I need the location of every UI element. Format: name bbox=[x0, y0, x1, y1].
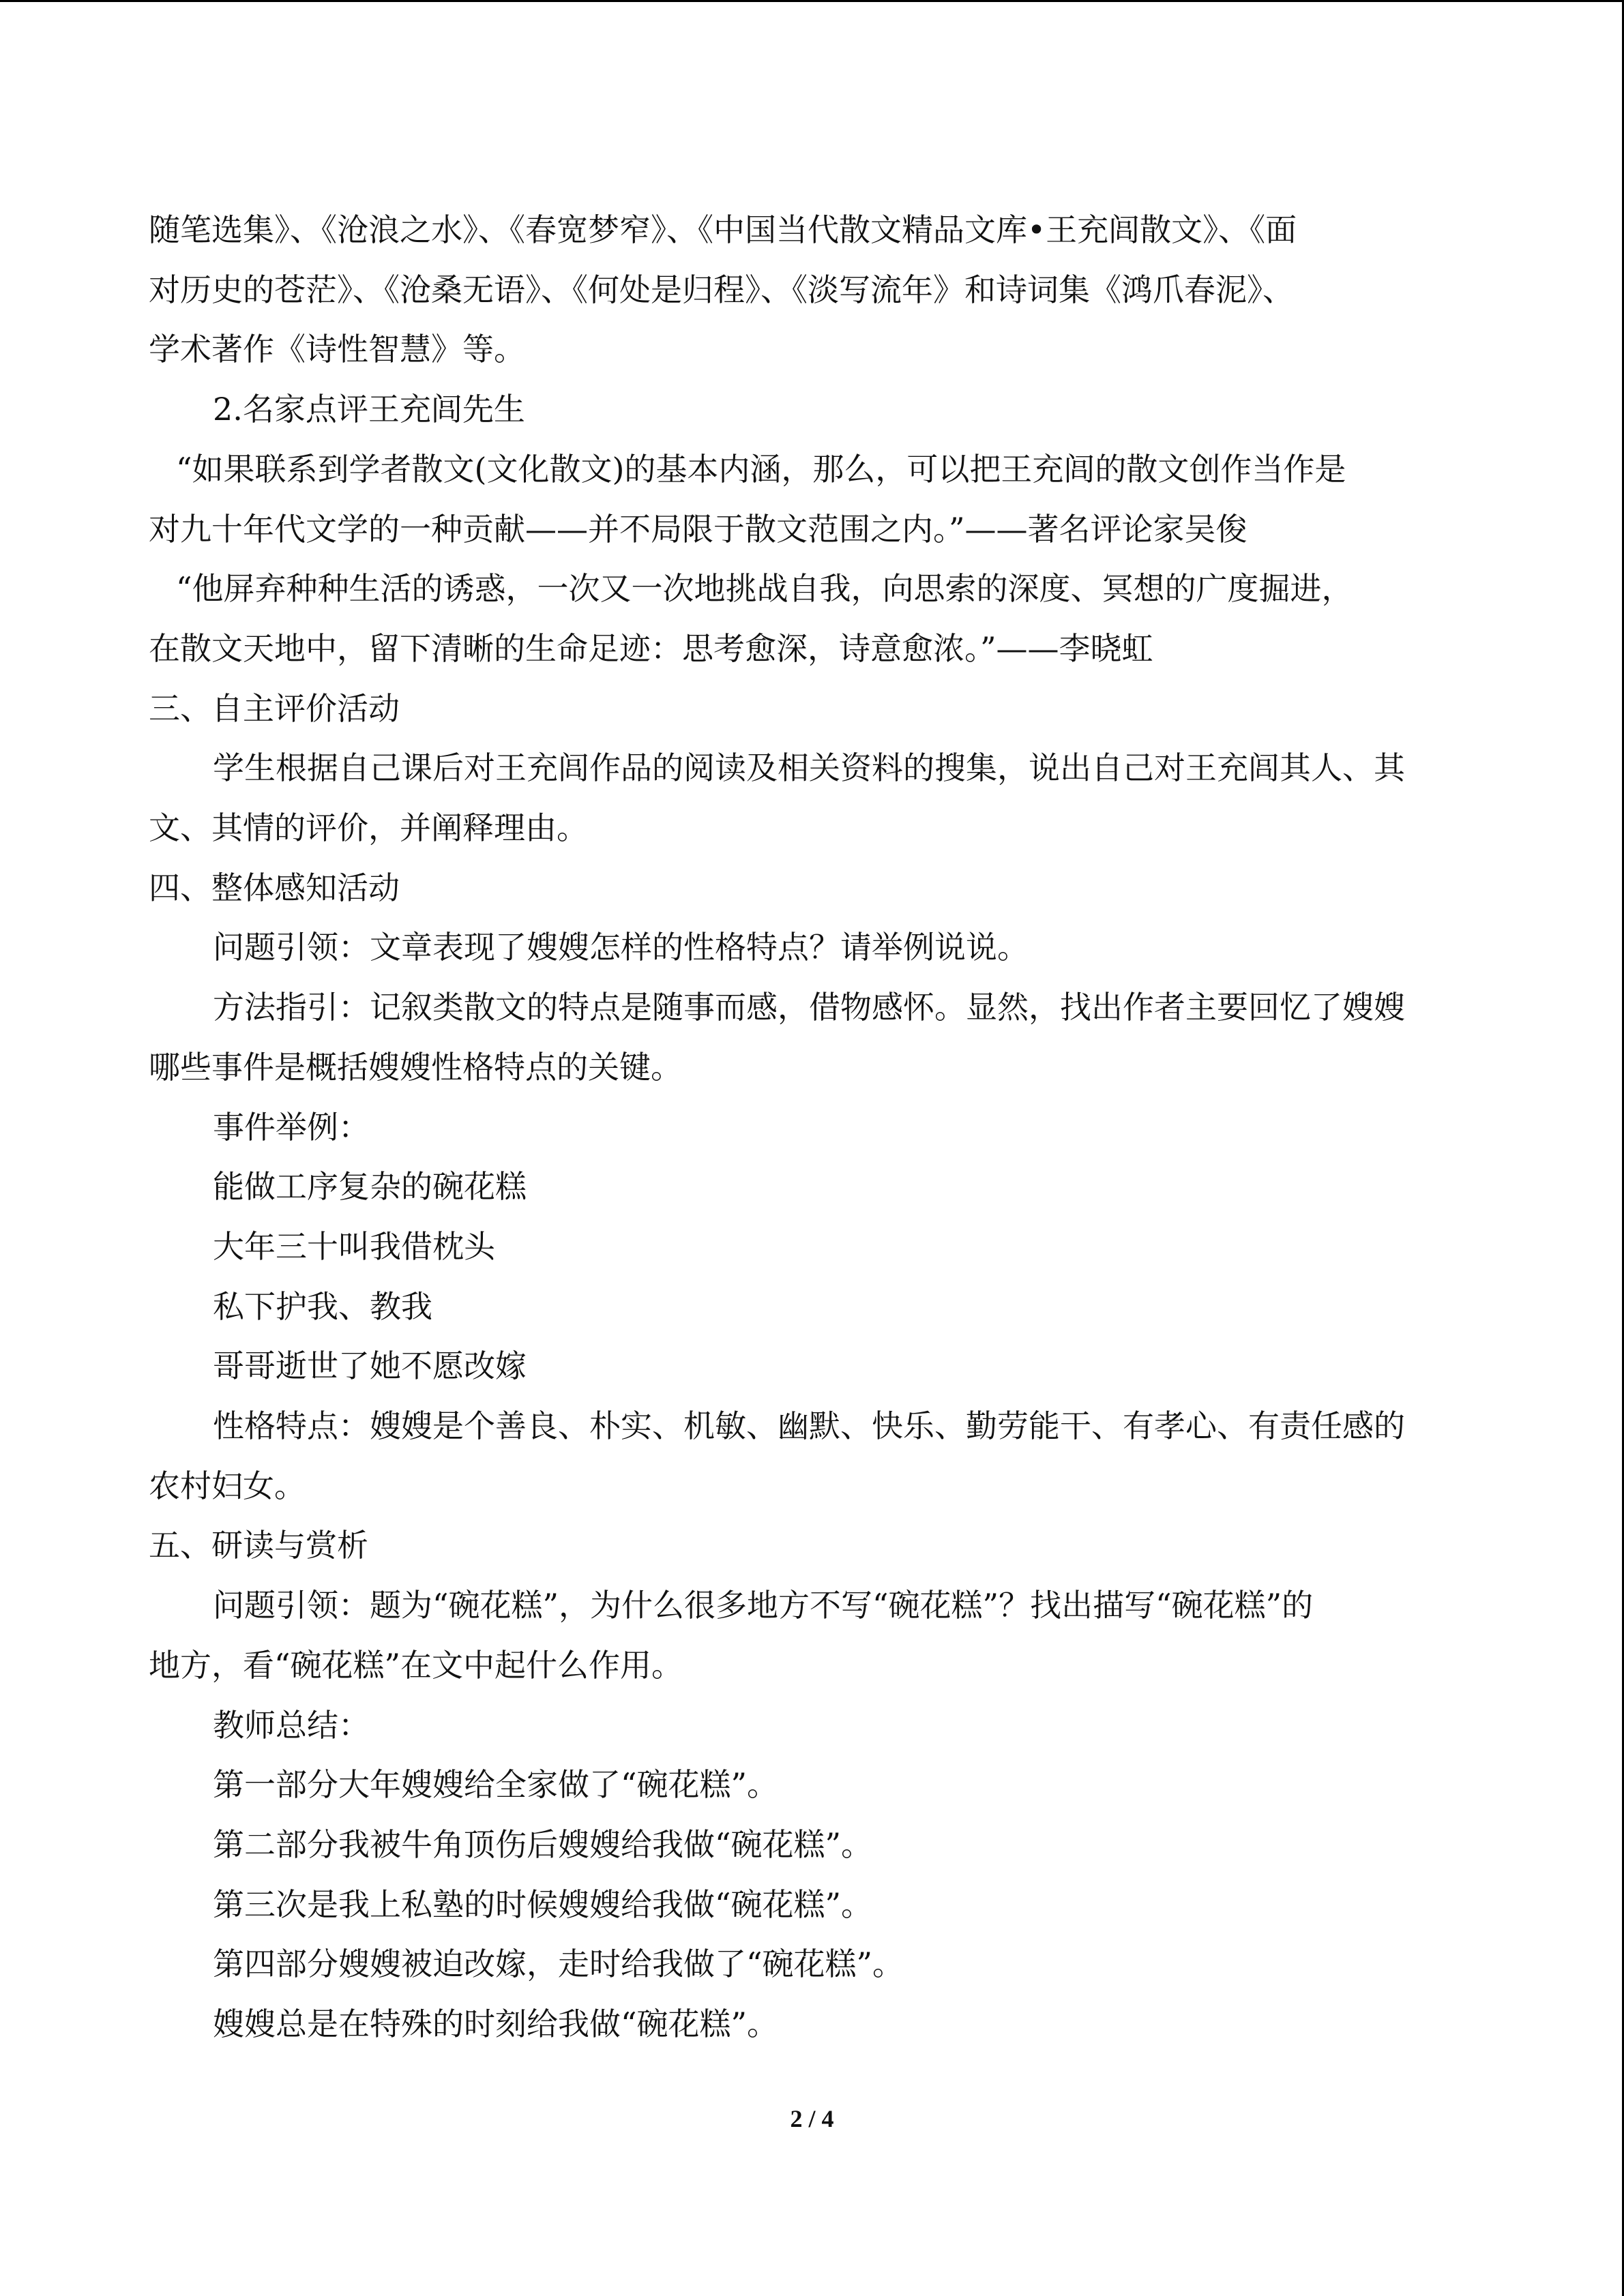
text-line: 能做工序复杂的碗花糕 bbox=[213, 1168, 527, 1205]
text-line: 五、研读与赏析 bbox=[149, 1527, 368, 1564]
text-line: 农村妇女。 bbox=[149, 1467, 306, 1504]
text-line: 三、自主评价活动 bbox=[149, 690, 400, 727]
text-line: 大年三十叫我借枕头 bbox=[213, 1228, 495, 1265]
text-line: 四、整体感知活动 bbox=[149, 869, 400, 906]
text-line: 第一部分大年嫂嫂给全家做了“碗花糕”。 bbox=[213, 1766, 779, 1803]
text-line: 学术著作《诗性智慧》等。 bbox=[149, 331, 525, 368]
text-line: 在散文天地中，留下清晰的生命足迹：思考愈深，诗意愈浓。”——李晓虹 bbox=[149, 630, 1153, 667]
text-line: 地方，看“碗花糕”在文中起什么作用。 bbox=[149, 1647, 683, 1684]
text-line: 2.名家点评王充闾先生 bbox=[213, 391, 525, 428]
text-line: “他屏弃种种生活的诱惑，一次又一次地挑战自我，向思索的深度、冥想的广度掘进， bbox=[176, 570, 1353, 607]
text-line: 方法指引：记叙类散文的特点是随事而感，借物感怀。显然，找出作者主要回忆了嫂嫂 bbox=[213, 989, 1405, 1026]
text-line: 第四部分嫂嫂被迫改嫁，走时给我做了“碗花糕”。 bbox=[213, 1945, 904, 1982]
text-line: 哥哥逝世了她不愿改嫁 bbox=[213, 1347, 527, 1384]
text-line: “如果联系到学者散文(文化散文)的基本内涵，那么，可以把王充闾的散文创作当作是 bbox=[176, 451, 1346, 488]
text-line: 嫂嫂总是在特殊的时刻给我做“碗花糕”。 bbox=[213, 2006, 779, 2042]
text-line: 私下护我、教我 bbox=[213, 1288, 432, 1325]
text-line: 学生根据自己课后对王充闾作品的阅读及相关资料的搜集，说出自己对王充闾其人、其 bbox=[213, 749, 1405, 786]
text-line: 随笔选集》、《沧浪之水》、《春宽梦窄》、《中国当代散文精品文库•王充闾散文》、《面 bbox=[149, 211, 1297, 248]
text-line: 哪些事件是概括嫂嫂性格特点的关键。 bbox=[149, 1049, 682, 1086]
text-line: 对历史的苍茫》、《沧桑无语》、《何处是归程》、《淡写流年》和诗词集《鸿爪春泥》、 bbox=[149, 271, 1294, 308]
text-line: 事件举例： bbox=[213, 1109, 370, 1146]
text-line: 问题引领：题为“碗花糕”，为什么很多地方不写“碗花糕”？找出描写“碗花糕”的 bbox=[213, 1587, 1314, 1624]
text-line: 教师总结： bbox=[213, 1707, 370, 1744]
text-line: 对九十年代文学的一种贡献——并不局限于散文范围之内。”——著名评论家吴俊 bbox=[149, 511, 1247, 548]
text-line: 性格特点：嫂嫂是个善良、朴实、机敏、幽默、快乐、勤劳能干、有孝心、有责任感的 bbox=[213, 1407, 1405, 1444]
page-number: 2 / 4 bbox=[790, 2105, 834, 2132]
text-line: 问题引领：文章表现了嫂嫂怎样的性格特点？请举例说说。 bbox=[213, 929, 1029, 966]
text-line: 文、其情的评价，并阐释理由。 bbox=[149, 809, 588, 846]
text-line: 第二部分我被牛角顶伤后嫂嫂给我做“碗花糕”。 bbox=[213, 1826, 873, 1863]
text-line: 第三次是我上私塾的时候嫂嫂给我做“碗花糕”。 bbox=[213, 1886, 873, 1923]
